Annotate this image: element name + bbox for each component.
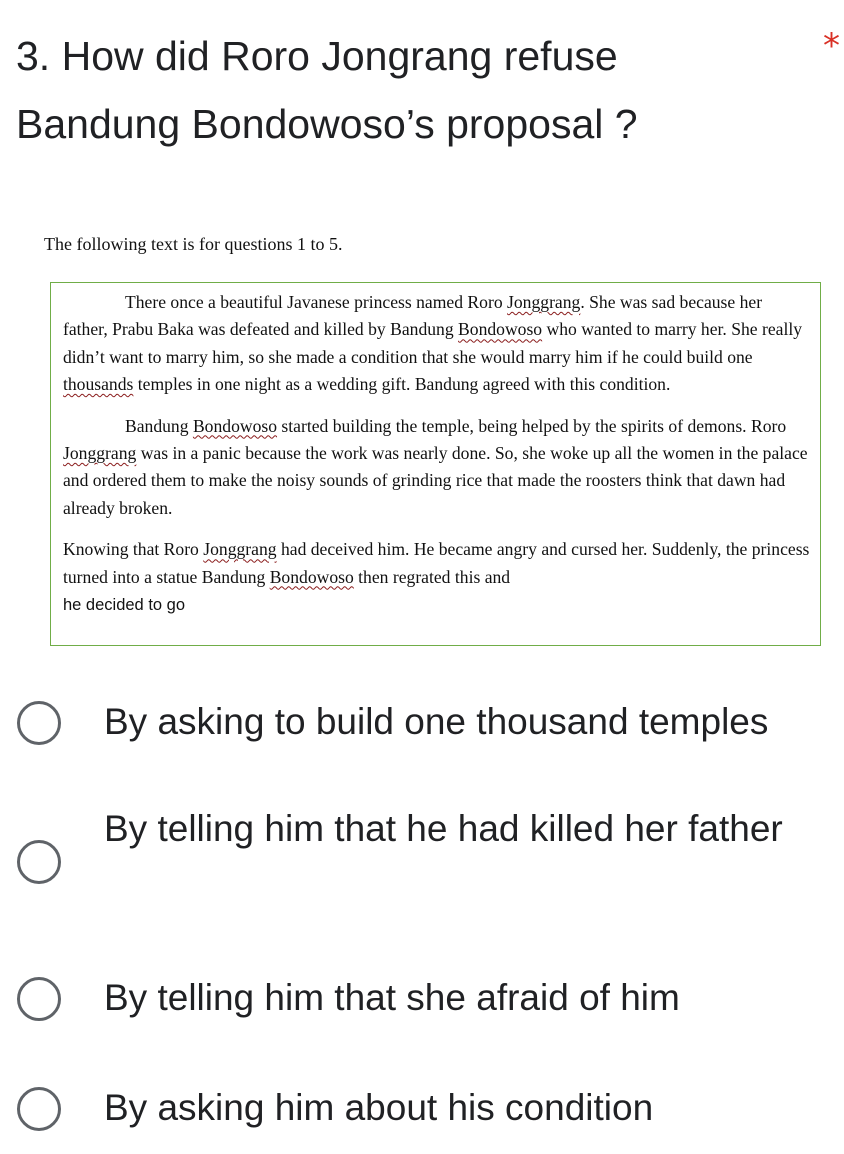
- option-label[interactable]: By asking to build one thousand temples: [104, 701, 769, 742]
- radio-button-icon[interactable]: [17, 840, 61, 884]
- misspelled-word: Bondowoso: [192, 415, 278, 436]
- radio-button-icon[interactable]: [17, 1087, 61, 1131]
- misspelled-word: Bondowoso: [269, 566, 354, 587]
- option-2[interactable]: [0, 800, 844, 920]
- passage-text: . She was sad because her father, Prabu Baka was defeated and killed by Bandung: [63, 292, 763, 340]
- passage-text: was in a panic because the work was nearly done. So, she woke up all the women in the palace and ordered them to make the noisy sounds of grinding rice that made the roosters think that dawn had already broken.: [63, 443, 808, 518]
- passage-text: started building the temple, being helped by the spirits of demons. Roro: [277, 415, 787, 436]
- option-1[interactable]: [0, 692, 844, 752]
- passage-text: he decided to go: [63, 596, 186, 615]
- option-label[interactable]: By telling him that she afraid of him: [104, 977, 680, 1018]
- passage-text: had deceived him. He became angry and cursed her. Suddenly, the princess turned into a statue Bandung: [63, 539, 810, 587]
- radio-button-icon[interactable]: [17, 977, 61, 1021]
- misspelled-word: Jonggrang: [203, 539, 277, 560]
- passage-paragraph-2: [63, 413, 810, 523]
- passage-box: [50, 282, 821, 646]
- passage-text: then regrated this and: [353, 566, 511, 587]
- passage-text: who wanted to marry her. She really didn’t want to marry him, so she made a condition that she would marry him if he could build one: [63, 319, 803, 367]
- passage-text: Bandung: [125, 415, 193, 436]
- misspelled-word: thousands: [63, 374, 134, 395]
- radio-button-icon[interactable]: [17, 701, 61, 745]
- misspelled-word: Jonggrang: [507, 292, 581, 312]
- option-3[interactable]: [0, 968, 844, 1028]
- question-title: 3. How did Roro Jongrang refuse Bandung Bondowoso’s proposal ?: [16, 33, 638, 147]
- option-label[interactable]: By telling him that he had killed her father: [104, 808, 783, 849]
- misspelled-word: Bondowoso: [458, 319, 543, 340]
- misspelled-word: Jonggrang: [63, 443, 137, 464]
- passage-text: There once a beautiful Javanese princess named Roro: [125, 292, 508, 312]
- required-star-icon: *: [823, 26, 840, 66]
- option-4[interactable]: [0, 1078, 844, 1138]
- passage-instruction: The following text is for questions 1 to 5.: [44, 234, 343, 254]
- option-label[interactable]: By asking him about his condition: [104, 1087, 654, 1128]
- passage-text: temples in one night as a wedding gift. Bandung agreed with this condition.: [133, 374, 671, 395]
- passage-paragraph-1: [63, 289, 810, 399]
- passage-text: Knowing that Roro: [63, 539, 204, 560]
- passage-paragraph-3: [63, 536, 810, 619]
